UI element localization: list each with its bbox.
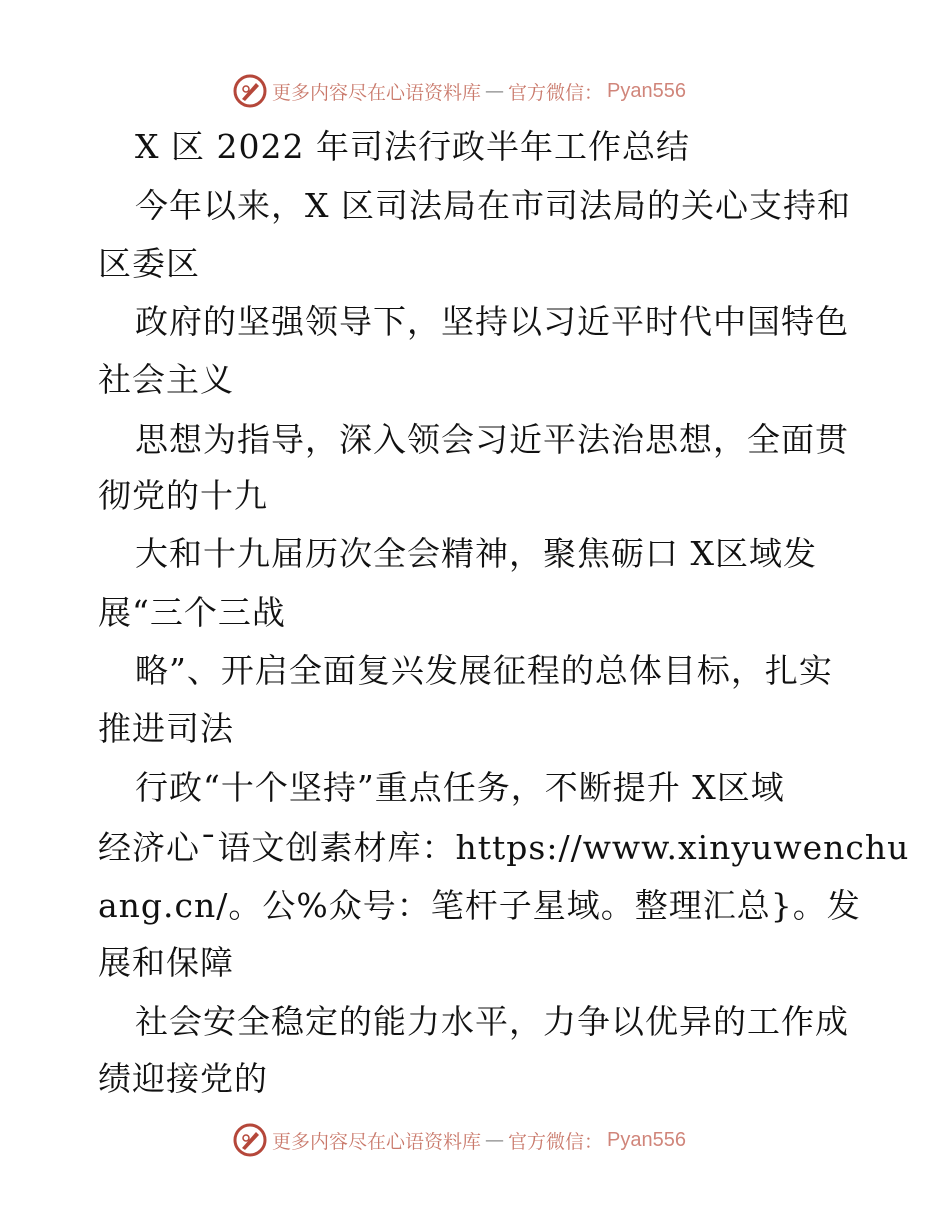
text-line: 政府的坚强领导下，坚持以习近平时代中国特色 bbox=[135, 302, 849, 341]
watermark-contact-label: 官方微信： bbox=[508, 1130, 604, 1153]
watermark-contact-id: Pyan556 bbox=[607, 79, 686, 102]
text-line: 今年以来，X 区司法局在市司法局的关心支持和 bbox=[135, 186, 851, 225]
document-title: X 区 2022 年司法行政半年工作总结 bbox=[135, 127, 690, 166]
text-line: 推进司法 bbox=[98, 709, 234, 748]
text-line: 社会主义 bbox=[98, 360, 234, 399]
text-line: 经济心¯语文创素材库：https://www.xinyuwenchu bbox=[98, 828, 910, 867]
watermark-contact-label: 官方微信： bbox=[508, 81, 604, 104]
text-line: 展和保障 bbox=[98, 943, 234, 982]
text-line: 彻党的十九 bbox=[98, 476, 268, 515]
text-line: 大和十九届历次全会精神，聚焦砺口 X区域发 bbox=[135, 534, 817, 573]
text-line: 社会安全稳定的能力水平，力争以优异的工作成 bbox=[135, 1002, 849, 1041]
text-line: 区委区 bbox=[98, 244, 200, 283]
watermark-site-text: 更多内容尽在心语资料库 bbox=[272, 81, 482, 104]
footer-watermark bbox=[232, 1120, 686, 1160]
pen-nib-circle-icon bbox=[232, 73, 268, 109]
pen-nib-circle-icon bbox=[232, 1122, 268, 1158]
watermark-separator: — bbox=[485, 1129, 505, 1151]
watermark-contact-id: Pyan556 bbox=[607, 1128, 686, 1151]
text-line: 展“三个三战 bbox=[98, 593, 286, 632]
header-watermark bbox=[232, 71, 686, 111]
text-line: 思想为指导，深入领会习近平法治思想，全面贯 bbox=[135, 420, 849, 459]
text-line: 行政“十个坚持”重点任务，不断提升 X区域 bbox=[135, 768, 785, 807]
watermark-separator: — bbox=[485, 80, 505, 102]
text-line: 绩迎接党的 bbox=[98, 1059, 268, 1098]
text-line: ang.cn/。公%众号：笔杆子星域。整理汇总}。发 bbox=[98, 886, 861, 925]
text-line: 略”、开启全面复兴发展征程的总体目标，扎实 bbox=[135, 651, 833, 690]
watermark-site-text: 更多内容尽在心语资料库 bbox=[272, 1130, 482, 1153]
